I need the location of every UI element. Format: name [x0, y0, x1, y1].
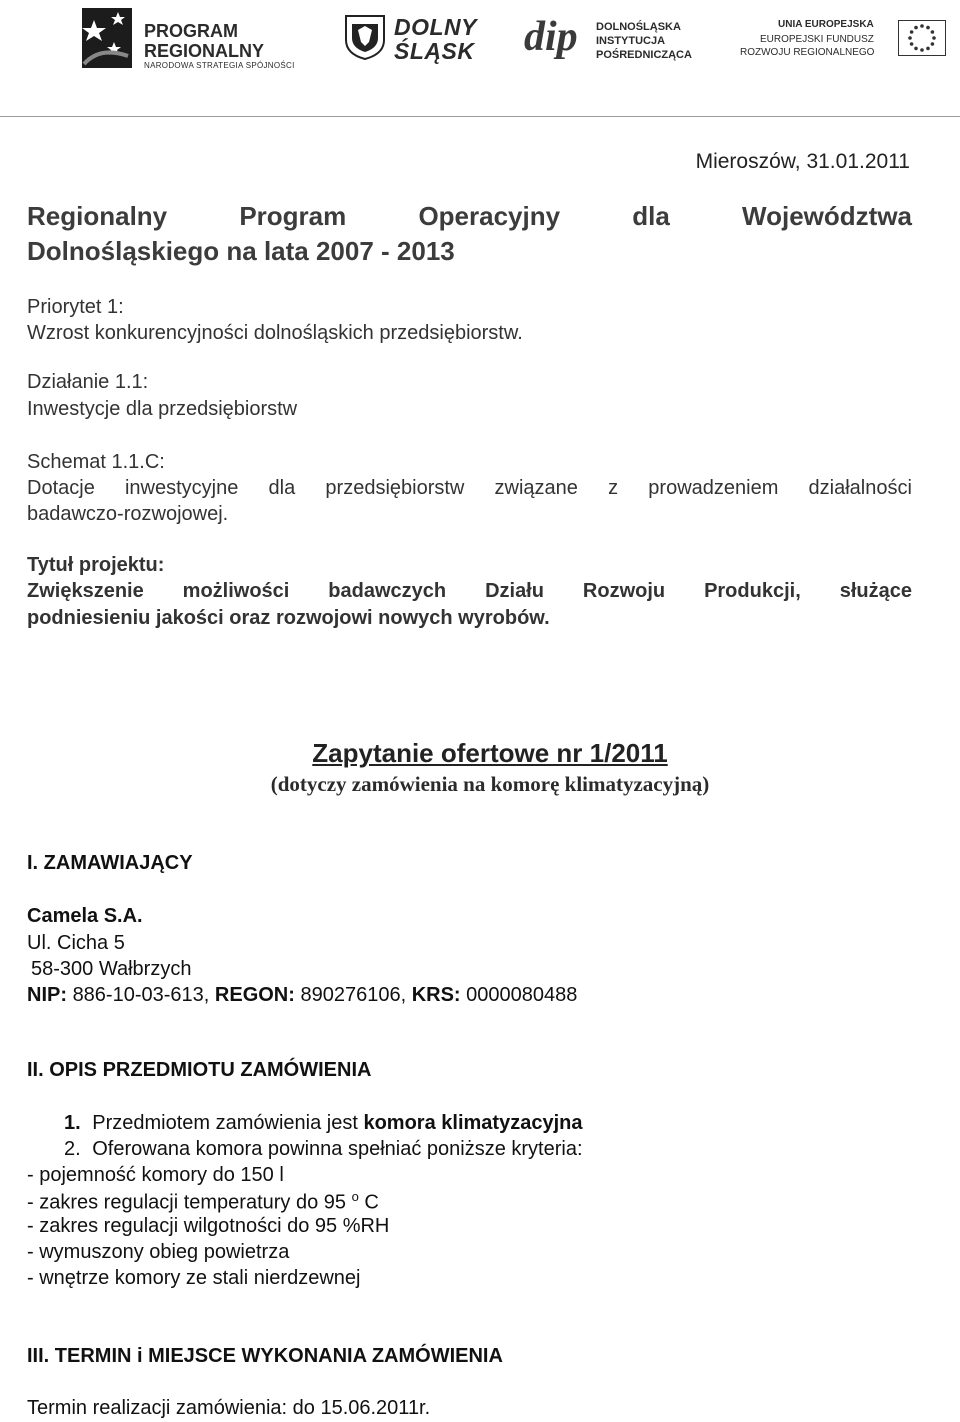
section2-heading: II. OPIS PRZEDMIOTU ZAMÓWIENIA: [27, 1059, 372, 1081]
regon-label: REGON:: [214, 984, 295, 1006]
schemat-word: z: [608, 477, 619, 499]
company-street: Ul. Cicha 5: [27, 932, 125, 954]
tytul-line2: podniesieniu jakości oraz rozwojowi nowych wyrobów.: [27, 607, 550, 629]
criterion: - wnętrze komory ze stali nierdzewnej: [27, 1267, 361, 1289]
company-name: Camela S.A.: [27, 905, 143, 927]
schemat-word: związane: [494, 477, 578, 499]
logo2-line1: DOLNY: [394, 14, 477, 40]
logo3-mark: dip: [524, 14, 578, 60]
eu-flag-icon: [898, 20, 946, 56]
tytul-word: Działu: [485, 580, 544, 602]
criterion-temperature: [27, 1189, 379, 1215]
dip-logo: [524, 14, 714, 64]
star-emblem-icon: [80, 6, 136, 70]
nip-value: 886-10-03-613,: [72, 984, 210, 1006]
program-heading-line1: [27, 201, 912, 232]
dolny-slask-logo: [344, 14, 494, 64]
criterion: - pojemność komory do 150 l: [27, 1164, 284, 1186]
logo4-line1: UNIA EUROPEJSKA: [778, 19, 874, 30]
logo1-line2: REGIONALNY: [144, 41, 265, 61]
tytul-word: Produkcji,: [704, 580, 801, 602]
schemat-line1: [27, 477, 912, 500]
eu-logo: [738, 14, 948, 64]
company-city: 58-300 Wałbrzych: [31, 958, 192, 980]
nip-label: NIP:: [27, 984, 67, 1006]
heading-word: Program: [239, 201, 347, 231]
logo1-line1: PROGRAM: [144, 21, 238, 41]
heading-word: Województwa: [742, 201, 912, 231]
regon-value: 890276106,: [300, 984, 407, 1006]
tytul-word: badawczych: [328, 580, 447, 602]
item2-number: 2.: [64, 1138, 81, 1160]
logo1-sub: NARODOWA STRATEGIA SPÓJNOŚCI: [144, 61, 295, 70]
criterion: - zakres regulacji temperatury do 95: [27, 1191, 347, 1214]
criterion: - wymuszony obieg powietrza: [27, 1241, 290, 1263]
logo3-line2: INSTYTUCJA: [596, 35, 666, 47]
termin-realizacji: Termin realizacji zamówienia: do 15.06.2011r.: [27, 1397, 431, 1419]
heading-word: dla: [632, 201, 670, 231]
heading-word: Operacyjny: [418, 201, 561, 231]
tytul-word: Zwiększenie: [27, 580, 144, 602]
schemat-line2: badawczo-rozwojowej.: [27, 503, 229, 525]
tytul-label: Tytuł projektu:: [27, 554, 165, 576]
schemat-word: inwestycyjne: [124, 477, 239, 499]
header-logos: [0, 0, 960, 118]
criterion: - zakres regulacji wilgotności do 95 %RH: [27, 1215, 390, 1237]
tytul-word: służące: [839, 580, 912, 602]
item2-text: Oferowana komora powinna spełniać poniższe kryteria:: [92, 1138, 583, 1160]
priorytet-label: Priorytet 1:: [27, 296, 124, 318]
section3-heading: III. TERMIN i MIEJSCE WYKONANIA ZAMÓWIENIA: [27, 1345, 503, 1367]
item1: [64, 1112, 582, 1135]
item1-number: 1.: [64, 1112, 81, 1134]
item1-text: Przedmiotem zamówienia jest: [92, 1112, 358, 1134]
logo4-line2: EUROPEJSKI FUNDUSZ: [760, 34, 874, 45]
schemat-word: przedsiębiorstw: [325, 477, 465, 499]
schemat-word: działalności: [808, 477, 912, 499]
section1-heading: I. ZAMAWIAJĄCY: [27, 852, 193, 874]
tytul-line1: [27, 580, 912, 603]
dzialanie-text: Inwestycje dla przedsiębiorstw: [27, 398, 298, 420]
krs-label: KRS:: [411, 984, 461, 1006]
company-ids: [27, 984, 577, 1007]
krs-value: 0000080488: [466, 984, 578, 1006]
degree-sign: o: [351, 1189, 359, 1204]
degree-unit: C: [364, 1191, 379, 1214]
schemat-label: Schemat 1.1.C:: [27, 451, 165, 473]
schemat-word: dla: [268, 477, 296, 499]
dzialanie-label: Działanie 1.1:: [27, 371, 149, 393]
zapytanie-title: Zapytanie ofertowe nr 1/2011: [312, 738, 668, 768]
zapytanie-subtitle: (dotyczy zamówienia na komorę klimatyzacyjną): [270, 772, 710, 796]
document-date: Mieroszów, 31.01.2011: [695, 150, 910, 173]
logo4-line3: ROZWOJU REGIONALNEGO: [740, 47, 875, 58]
logo3-line3: POŚREDNICZĄCA: [596, 49, 692, 61]
priorytet-text: Wzrost konkurencyjności dolnośląskich przedsiębiorstw.: [27, 322, 523, 344]
heading-word: Regionalny: [27, 201, 168, 231]
program-heading-line2: Dolnośląskiego na lata 2007 - 2013: [27, 236, 455, 266]
logo3-line1: DOLNOŚLĄSKA: [596, 21, 681, 33]
program-regionalny-logo: [80, 6, 320, 72]
schemat-word: Dotacje: [27, 477, 95, 499]
item1-bold: komora klimatyzacyjna: [363, 1112, 583, 1134]
eagle-shield-icon: [344, 14, 386, 60]
tytul-word: Rozwoju: [582, 580, 666, 602]
schemat-word: prowadzeniem: [648, 477, 779, 499]
tytul-word: możliwości: [182, 580, 290, 602]
header-divider: [0, 116, 960, 117]
logo2-line2: ŚLĄSK: [394, 38, 475, 64]
item2: [64, 1138, 583, 1161]
